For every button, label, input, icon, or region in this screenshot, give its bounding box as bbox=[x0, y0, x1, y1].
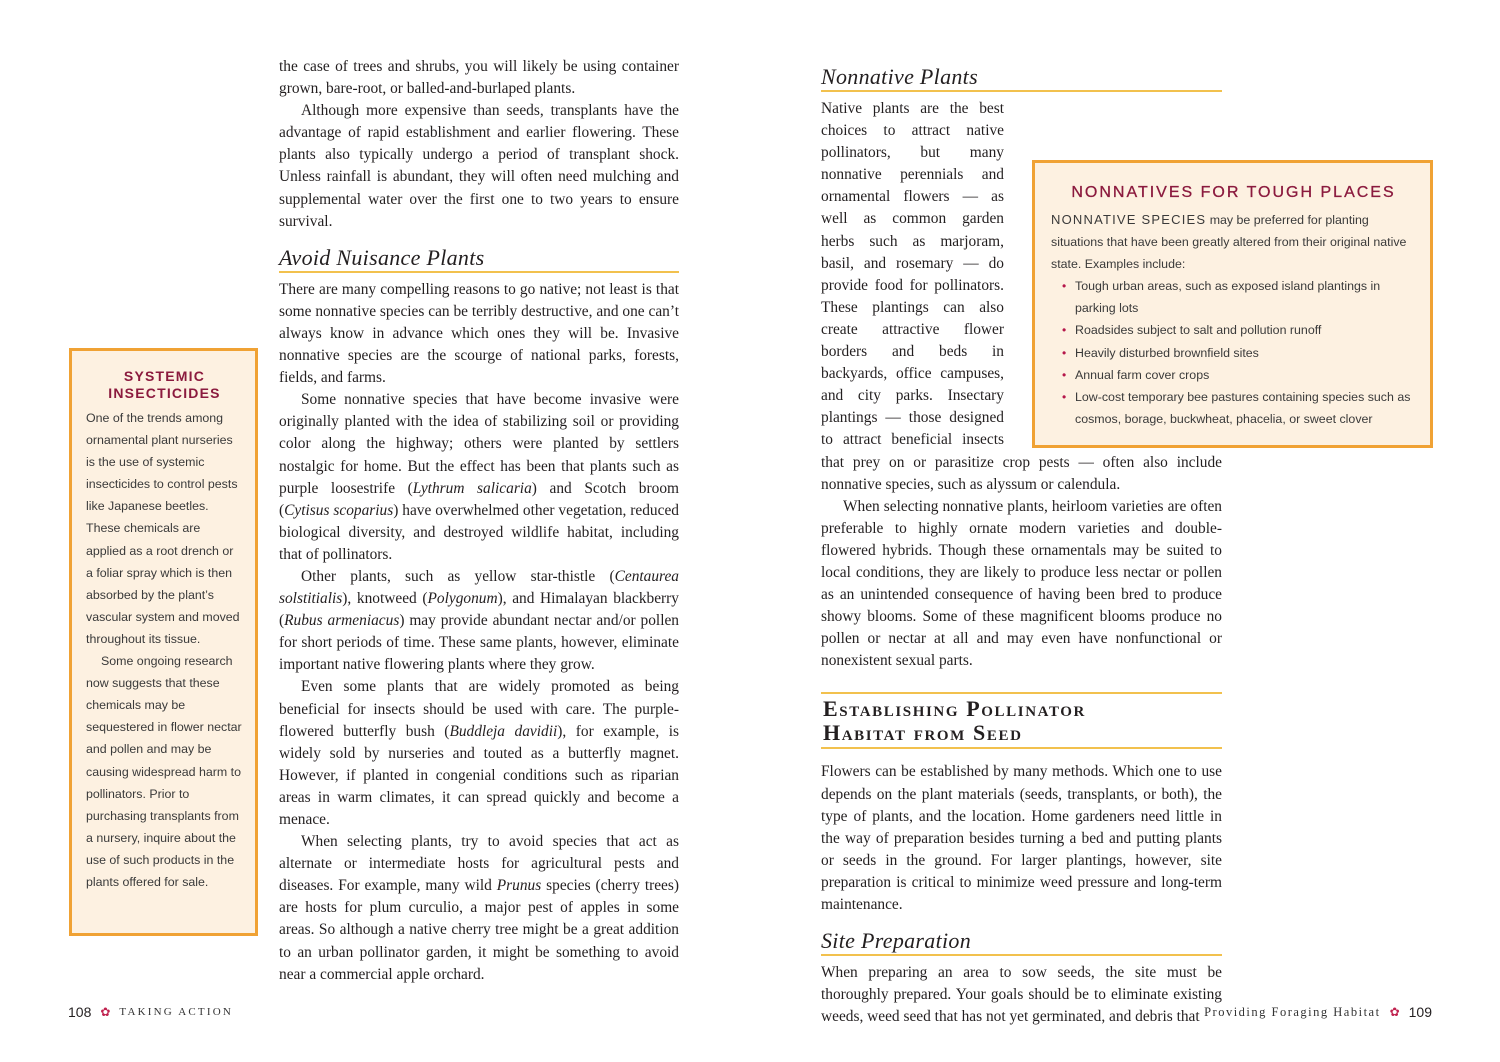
page-number: 109 bbox=[1408, 1004, 1432, 1020]
paragraph: When selecting nonnative plants, heirloom varieties are often preferable to highly ornate modern varieties and double-flowered hybrids. Though these ornamentals may be suited to local conditions, they are likely to produce less nectar or pollen as an unintended consequence of having been bred to produce showy blooms. Some of these magnificent blooms produce no pollen or nectar at all and may even have nonfunctional or nonexistent sexual parts. bbox=[821, 497, 1222, 670]
left-page-footer bbox=[68, 1004, 233, 1020]
sidebar-intro: NONNATIVE SPECIES may be preferred for planting situations that have been greatly altered from their original native state. Examples include: bbox=[1051, 212, 1407, 272]
section-heading-avoid-nuisance-plants: Avoid Nuisance Plants bbox=[279, 245, 679, 273]
list-item: • Annual farm cover crops bbox=[1075, 364, 1416, 386]
page-number: 108 bbox=[68, 1004, 92, 1020]
sidebar-systemic-insecticides bbox=[69, 348, 258, 936]
bullet-icon: • bbox=[1062, 389, 1067, 404]
right-page-footer bbox=[1204, 1004, 1432, 1020]
paragraph: There are many compelling reasons to go native; not least is that some nonnative species can be terribly destructive, and one can’t always know in advance which ones they will be. Invasive nonnative species are the scourge of national parks, forests, fields, and farms. bbox=[279, 280, 679, 387]
section-heading-site-preparation: Site Preparation bbox=[821, 928, 1222, 956]
list-item: • Roadsides subject to salt and pollution runoff bbox=[1075, 319, 1416, 341]
paragraph: Although more expensive than seeds, transplants have the advantage of rapid establishment and earlier flowering. These plants also typically undergo a period of transplant shock. Unless rainfall is abundant, they will often need mulching and supplemental water over the first one to two years to ensure survival. bbox=[279, 102, 679, 230]
list-item: • Heavily disturbed brownfield sites bbox=[1075, 342, 1416, 364]
bullet-icon: • bbox=[1062, 345, 1067, 360]
paragraph: Some nonnative species that have become invasive were originally planted with the idea of stabilizing soil or providing color along the highway; others were planted by settlers nostalgic for home. But the effect has been that plants such as purple loosestrife (Lythrum salicaria) and Scotch broom (Cytisus scoparius) have overwhelmed other vegetation, reduced biological diversity, and destroyed wildlife habitat, including that of pollinators. bbox=[279, 391, 679, 563]
heading-line: Establishing Pollinator bbox=[823, 696, 1086, 722]
paragraph: When preparing an area to sow seeds, the site must be thoroughly prepared. Your goals should be to eliminate existing weeds, weed seed that has not yet germinated, and debris that bbox=[821, 964, 1222, 1026]
paragraph: Native plants are the best choices to attract native pollinators, but many nonnative perennials and ornamental flowers — as well as common garden herbs such as marjoram, basil, and rosemary — do provide food for pollinators. These plantings can also create attractive flower borders and beds in backyards, office campuses, and city parks. Insectary plantings — those designed to attract beneficial insects that prey on or parasitize crop pests — often also include nonnative species, such as alyssum or calendula. bbox=[821, 100, 1222, 493]
sidebar-title: SYSTEMIC INSECTICIDES bbox=[108, 368, 221, 401]
section-heading-nonnative-plants: Nonnative Plants bbox=[821, 64, 1222, 92]
running-head: TAKING ACTION bbox=[119, 1006, 233, 1018]
sidebar-paragraph: One of the trends among ornamental plant nurseries is the use of systemic insecticides to control pests like Japanese beetles. These chemicals are applied as a root drench or a foliar spray which is then absorbed by the plant’s vascular system and moved throughout its tissue. bbox=[86, 411, 240, 646]
paragraph: Even some plants that are widely promoted as being beneficial for insects should be used with care. The purple-flowered butterfly bush (Buddleja davidii), for example, is widely sold by nurseries and touted as a butterfly magnet. However, if planted in congenial conditions such as riparian areas in warm climates, it can spread quickly and become a menace. bbox=[279, 678, 679, 828]
bullet-icon: • bbox=[1062, 279, 1067, 294]
sidebar-title: NONNATIVES FOR TOUGH PLACES bbox=[1071, 184, 1396, 201]
heading-line: Habitat from Seed bbox=[823, 720, 1023, 746]
paragraph: Flowers can be established by many methods. Which one to use depends on the plant materials (seeds, transplants, or both), the type of plants, and the location. Home gardeners need little in the way of preparation besides turning a bed and putting plants or seeds in the ground. For larger plantings, however, site preparation is critical to minimize weed pressure and long-term maintenance. bbox=[821, 763, 1222, 913]
bullet-icon: • bbox=[1062, 323, 1067, 338]
left-page-body-column bbox=[279, 56, 679, 986]
list-item: • Low-cost temporary bee pastures containing species such as cosmos, borage, buckwheat, phacelia, or sweet clover bbox=[1075, 386, 1416, 430]
sidebar-paragraph: Some ongoing research now suggests that these chemicals may be sequestered in flower nectar and pollen and may be causing widespread harm to pollinators. Prior to purchasing transplants from a nursery, inquire about the use of such products in the plants offered for sale. bbox=[86, 654, 242, 889]
examples-list bbox=[1051, 275, 1416, 430]
sidebar-nonnatives-for-tough-places bbox=[1032, 160, 1433, 448]
paragraph: When selecting plants, try to avoid species that act as alternate or intermediate hosts for agricultural pests and diseases. For example, many wild Prunus species (cherry trees) are hosts for plum curculio, a major pest of apples in some areas. So although a native cherry tree might be a great addition to an urban pollinator garden, it might be something to avoid near a commercial apple orchard. bbox=[279, 833, 679, 983]
paragraph: Other plants, such as yellow star-thistle (Centaurea solstitialis), knotweed (Polygonum), and Himalayan blackberry (Rubus armeniacus) may provide abundant nectar and/or pollen for short periods of time. These same plants, however, eliminate important native flowering plants where they grow. bbox=[279, 567, 680, 674]
flower-ornament-icon: ✿ bbox=[100, 1004, 111, 1019]
flower-ornament-icon: ✿ bbox=[1389, 1004, 1400, 1019]
bullet-icon: • bbox=[1062, 367, 1067, 382]
chapter-heading-establishing-habitat bbox=[821, 692, 1222, 749]
running-head: Providing Foraging Habitat bbox=[1204, 1004, 1381, 1019]
paragraph: the case of trees and shrubs, you will likely be using container grown, bare-root, or balled-and-burlaped plants. bbox=[279, 58, 679, 98]
spacer bbox=[821, 672, 1222, 692]
list-item: • Tough urban areas, such as exposed island plantings in parking lots bbox=[1075, 275, 1416, 319]
